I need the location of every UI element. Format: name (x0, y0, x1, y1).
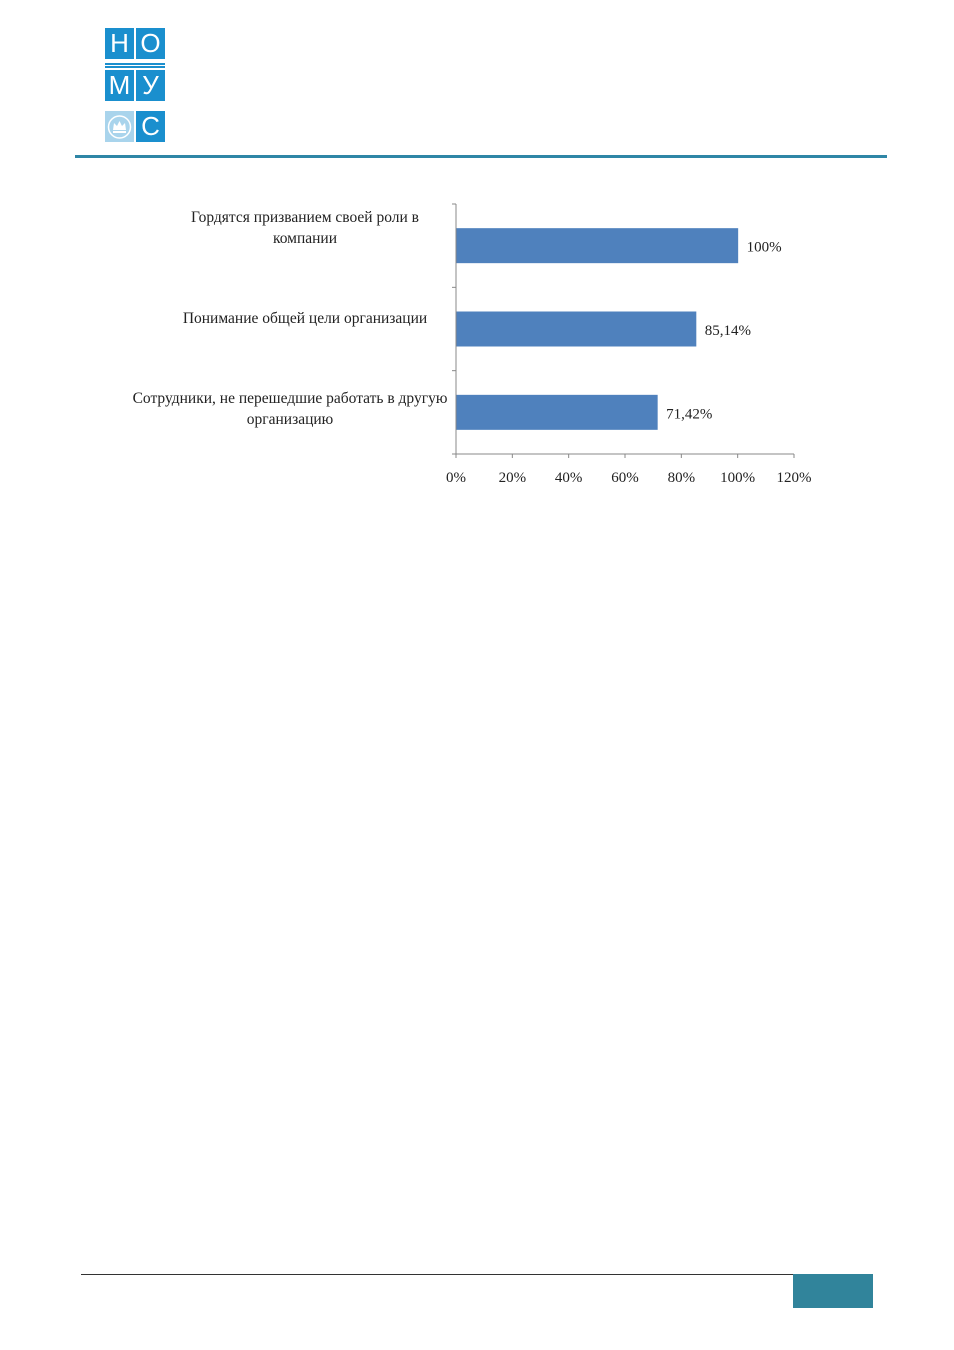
category-label: Сотрудники, не перешедшие работать в другую организацию (132, 390, 448, 428)
logo-divider (105, 66, 165, 68)
bar (457, 312, 697, 347)
category-label: Гордятся призванием своей роли в компании (191, 209, 419, 247)
logo-letter-s: С (136, 111, 165, 142)
x-tick-label: 60% (611, 470, 639, 485)
bar (457, 395, 658, 430)
logo-divider (105, 63, 165, 65)
logo-letter-m: М (105, 70, 134, 101)
nomus-logo (105, 28, 165, 142)
logo-letter-u: У (136, 70, 165, 101)
x-tick-label: 0% (446, 470, 466, 485)
x-tick-label: 120% (776, 470, 812, 485)
x-tick-label: 80% (667, 470, 696, 485)
header-rule (75, 155, 887, 158)
data-label: 71,42% (666, 406, 713, 423)
bar (457, 228, 739, 263)
logo-letter-n: Н (105, 28, 134, 59)
bar-chart (130, 195, 830, 485)
data-label: 85,14% (704, 323, 752, 339)
logo-letter-o: О (136, 28, 165, 59)
footer-block (793, 1274, 873, 1308)
crown-emblem-icon (105, 111, 134, 142)
x-tick-label: 20% (498, 470, 527, 485)
category-label: Понимание общей цели организации (182, 310, 428, 327)
footer-rule (81, 1274, 793, 1275)
data-label: 100% (746, 239, 782, 256)
x-tick-label: 40% (554, 470, 583, 485)
x-tick-label: 100% (720, 470, 756, 485)
